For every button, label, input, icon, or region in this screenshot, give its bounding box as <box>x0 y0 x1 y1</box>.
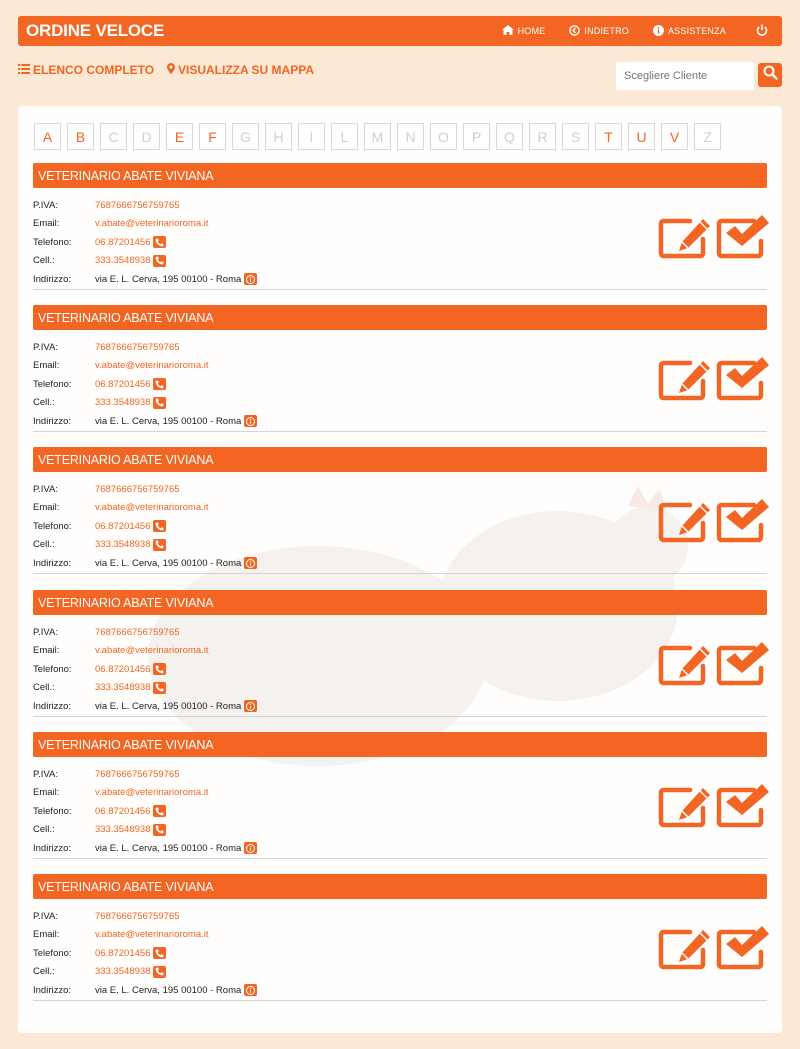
email-link[interactable]: v.abate@veterinarioroma.it <box>95 929 209 941</box>
address-label: Indirizzo: <box>33 273 72 285</box>
client-actions <box>658 357 774 401</box>
piva-label: P.IVA: <box>33 768 58 780</box>
letter-filter-z[interactable]: Z <box>694 123 721 150</box>
full-list-label: ELENCO COMPLETO <box>33 63 155 77</box>
letter-filter-q[interactable]: Q <box>496 123 523 150</box>
phone-value[interactable]: 06.87201456 <box>95 520 151 532</box>
client-name[interactable]: VETERINARIO ABATE VIVIANA <box>33 447 767 472</box>
phone-icon[interactable] <box>153 663 166 675</box>
phone-row <box>33 233 257 252</box>
piva-label: P.IVA: <box>33 199 58 211</box>
phone-value[interactable]: 06.87201456 <box>95 378 151 390</box>
edit-icon <box>658 530 712 547</box>
letter-filter-r[interactable]: R <box>529 123 556 150</box>
checkbox-icon <box>716 673 770 690</box>
cell-value[interactable]: 333.3548938 <box>95 824 151 836</box>
client-details <box>33 338 257 431</box>
info-icon[interactable] <box>244 842 257 854</box>
phone-row <box>33 517 257 536</box>
edit-icon <box>658 957 712 974</box>
email-label: Email: <box>33 218 60 230</box>
piva-row <box>33 623 257 642</box>
edit-icon <box>658 388 712 405</box>
cell-label: Cell.: <box>33 682 55 694</box>
client-card <box>33 590 767 717</box>
client-actions <box>658 784 774 828</box>
cell-row <box>33 963 257 982</box>
client-name[interactable]: VETERINARIO ABATE VIVIANA <box>33 305 767 330</box>
piva-value: 7687666756759765 <box>95 341 180 353</box>
cell-row <box>33 821 257 840</box>
phone-label: Telefono: <box>33 805 72 817</box>
checkbox-icon <box>716 388 770 405</box>
address-value: via E. L. Cerva, 195 00100 - Roma <box>95 984 242 996</box>
phone-row <box>33 944 257 963</box>
client-name[interactable]: VETERINARIO ABATE VIVIANA <box>33 732 767 757</box>
email-row <box>33 642 257 661</box>
address-value: via E. L. Cerva, 195 00100 - Roma <box>95 273 242 285</box>
nav-help-label: ASSISTENZA <box>667 26 726 36</box>
edit-icon <box>658 246 712 263</box>
phone-label: Telefono: <box>33 520 72 532</box>
phone-icon[interactable] <box>153 539 166 551</box>
email-label: Email: <box>33 787 60 799</box>
card-divider <box>33 858 767 859</box>
piva-row <box>33 480 257 499</box>
piva-label: P.IVA: <box>33 910 58 922</box>
letter-filter-g[interactable]: G <box>232 123 259 150</box>
address-value: via E. L. Cerva, 195 00100 - Roma <box>95 415 242 427</box>
client-card <box>33 732 767 859</box>
letter-filter-b[interactable]: B <box>67 123 94 150</box>
client-details <box>33 480 257 573</box>
piva-value: 7687666756759765 <box>95 626 180 638</box>
client-search-input[interactable] <box>616 62 754 90</box>
phone-row <box>33 802 257 821</box>
address-row <box>33 981 257 1000</box>
phone-label: Telefono: <box>33 947 72 959</box>
top-bar <box>18 16 782 46</box>
email-link[interactable]: v.abate@veterinarioroma.it <box>95 645 209 657</box>
client-details <box>33 623 257 716</box>
letter-filter-m[interactable]: M <box>364 123 391 150</box>
address-value: via E. L. Cerva, 195 00100 - Roma <box>95 557 242 569</box>
phone-value[interactable]: 06.87201456 <box>95 805 151 817</box>
piva-value: 7687666756759765 <box>95 910 180 922</box>
client-card <box>33 447 767 574</box>
address-row <box>33 839 257 858</box>
piva-row <box>33 907 257 926</box>
letter-filter-a[interactable]: A <box>34 123 61 150</box>
phone-icon[interactable] <box>153 236 166 248</box>
phone-icon[interactable] <box>153 378 166 390</box>
info-icon[interactable] <box>244 700 257 712</box>
client-name[interactable]: VETERINARIO ABATE VIVIANA <box>33 590 767 615</box>
cell-value[interactable]: 333.3548938 <box>95 966 151 978</box>
client-actions <box>658 642 774 686</box>
email-label: Email: <box>33 502 60 514</box>
map-marker-icon <box>167 63 178 77</box>
piva-label: P.IVA: <box>33 341 58 353</box>
edit-button[interactable] <box>658 499 712 543</box>
nav-help[interactable] <box>653 25 726 38</box>
letter-filter-e[interactable]: E <box>166 123 193 150</box>
address-label: Indirizzo: <box>33 415 72 427</box>
card-divider <box>33 289 767 290</box>
cell-label: Cell.: <box>33 255 55 267</box>
checkbox-icon <box>716 530 770 547</box>
phone-icon[interactable] <box>153 255 166 267</box>
info-icon[interactable] <box>244 273 257 285</box>
phone-icon[interactable] <box>153 682 166 694</box>
phone-label: Telefono: <box>33 236 72 248</box>
checkbox-icon <box>716 246 770 263</box>
email-link[interactable]: v.abate@veterinarioroma.it <box>95 787 209 799</box>
card-divider <box>33 716 767 717</box>
letter-filter-f[interactable]: F <box>199 123 226 150</box>
letter-filter-u[interactable]: U <box>628 123 655 150</box>
app-title: ORDINE VELOCE <box>26 21 165 40</box>
address-row <box>33 270 257 289</box>
letter-filter-v[interactable]: V <box>661 123 688 150</box>
card-divider <box>33 1000 767 1001</box>
phone-value[interactable]: 06.87201456 <box>95 663 151 675</box>
email-row <box>33 357 257 376</box>
phone-row <box>33 660 257 679</box>
piva-label: P.IVA: <box>33 483 58 495</box>
edit-icon <box>658 673 712 690</box>
select-button[interactable] <box>716 784 770 828</box>
email-link[interactable]: v.abate@veterinarioroma.it <box>95 502 209 514</box>
card-divider <box>33 573 767 574</box>
letter-filter-p[interactable]: P <box>463 123 490 150</box>
info-icon[interactable] <box>244 557 257 569</box>
letter-filter-o[interactable]: O <box>430 123 457 150</box>
piva-row <box>33 196 257 215</box>
cell-label: Cell.: <box>33 966 55 978</box>
piva-value: 7687666756759765 <box>95 483 180 495</box>
phone-row <box>33 375 257 394</box>
select-button[interactable] <box>716 642 770 686</box>
edit-icon <box>658 815 712 832</box>
cell-value[interactable]: 333.3548938 <box>95 397 151 409</box>
piva-value: 7687666756759765 <box>95 768 180 780</box>
address-value: via E. L. Cerva, 195 00100 - Roma <box>95 700 242 712</box>
client-details <box>33 765 257 858</box>
list-icon <box>18 63 33 77</box>
piva-row <box>33 338 257 357</box>
phone-icon[interactable] <box>153 520 166 532</box>
nav-back-label: INDIETRO <box>584 26 629 36</box>
client-actions <box>658 926 774 970</box>
phone-value[interactable]: 06.87201456 <box>95 947 151 959</box>
letter-filter-l[interactable]: L <box>331 123 358 150</box>
phone-icon[interactable] <box>153 947 166 959</box>
piva-label: P.IVA: <box>33 626 58 638</box>
power-icon <box>756 24 772 38</box>
email-label: Email: <box>33 929 60 941</box>
client-panel <box>18 106 782 1033</box>
cell-value[interactable]: 333.3548938 <box>95 682 151 694</box>
cell-label: Cell.: <box>33 824 55 836</box>
map-view-link[interactable] <box>167 63 314 77</box>
logout-button[interactable] <box>756 24 772 38</box>
phone-icon[interactable] <box>153 397 166 409</box>
info-icon[interactable] <box>244 415 257 427</box>
letter-filter-n[interactable]: N <box>397 123 424 150</box>
nav-home[interactable] <box>502 25 546 37</box>
cell-label: Cell.: <box>33 397 55 409</box>
address-label: Indirizzo: <box>33 984 72 996</box>
cell-row <box>33 679 257 698</box>
select-button[interactable] <box>716 926 770 970</box>
back-icon <box>569 25 584 38</box>
checkbox-icon <box>716 815 770 832</box>
letter-filter-i[interactable]: I <box>298 123 325 150</box>
top-nav <box>478 16 782 46</box>
edit-button[interactable] <box>658 215 712 259</box>
nav-back[interactable] <box>569 25 629 38</box>
address-row <box>33 554 257 573</box>
search-icon <box>763 65 778 85</box>
address-value: via E. L. Cerva, 195 00100 - Roma <box>95 842 242 854</box>
info-icon <box>653 25 668 38</box>
client-card <box>33 305 767 432</box>
client-name[interactable]: VETERINARIO ABATE VIVIANA <box>33 163 767 188</box>
edit-button[interactable] <box>658 357 712 401</box>
client-card <box>33 874 767 1001</box>
select-button[interactable] <box>716 499 770 543</box>
address-label: Indirizzo: <box>33 557 72 569</box>
cell-row <box>33 536 257 555</box>
email-row <box>33 499 257 518</box>
map-view-label: VISUALIZZA SU MAPPA <box>178 63 315 77</box>
address-label: Indirizzo: <box>33 842 72 854</box>
nav-home-label: HOME <box>517 26 546 36</box>
select-button[interactable] <box>716 215 770 259</box>
address-label: Indirizzo: <box>33 700 72 712</box>
cell-value[interactable]: 333.3548938 <box>95 539 151 551</box>
info-icon[interactable] <box>244 984 257 996</box>
alphabet-filter <box>34 123 727 150</box>
email-link[interactable]: v.abate@veterinarioroma.it <box>95 360 209 372</box>
letter-filter-d[interactable]: D <box>133 123 160 150</box>
checkbox-icon <box>716 957 770 974</box>
email-label: Email: <box>33 360 60 372</box>
cell-value[interactable]: 333.3548938 <box>95 255 151 267</box>
email-link[interactable]: v.abate@veterinarioroma.it <box>95 218 209 230</box>
phone-icon[interactable] <box>153 966 166 978</box>
search-button[interactable] <box>758 63 782 87</box>
piva-value: 7687666756759765 <box>95 199 180 211</box>
client-name[interactable]: VETERINARIO ABATE VIVIANA <box>33 874 767 899</box>
client-details <box>33 196 257 289</box>
address-row <box>33 412 257 431</box>
cell-row <box>33 252 257 271</box>
full-list-link[interactable] <box>18 63 154 77</box>
edit-button[interactable] <box>658 926 712 970</box>
home-icon <box>502 25 518 37</box>
phone-icon[interactable] <box>153 824 166 836</box>
address-row <box>33 697 257 716</box>
client-actions <box>658 215 774 259</box>
sub-toolbar <box>18 62 782 90</box>
letter-filter-c[interactable]: C <box>100 123 127 150</box>
phone-value[interactable]: 06.87201456 <box>95 236 151 248</box>
client-card <box>33 163 767 290</box>
email-label: Email: <box>33 645 60 657</box>
cell-row <box>33 394 257 413</box>
card-divider <box>33 431 767 432</box>
phone-label: Telefono: <box>33 663 72 675</box>
phone-label: Telefono: <box>33 378 72 390</box>
edit-button[interactable] <box>658 642 712 686</box>
client-actions <box>658 499 774 543</box>
piva-row <box>33 765 257 784</box>
letter-filter-s[interactable]: S <box>562 123 589 150</box>
letter-filter-t[interactable]: T <box>595 123 622 150</box>
select-button[interactable] <box>716 357 770 401</box>
cell-label: Cell.: <box>33 539 55 551</box>
edit-button[interactable] <box>658 784 712 828</box>
email-row <box>33 215 257 234</box>
client-details <box>33 907 257 1000</box>
email-row <box>33 926 257 945</box>
letter-filter-h[interactable]: H <box>265 123 292 150</box>
phone-icon[interactable] <box>153 805 166 817</box>
email-row <box>33 784 257 803</box>
